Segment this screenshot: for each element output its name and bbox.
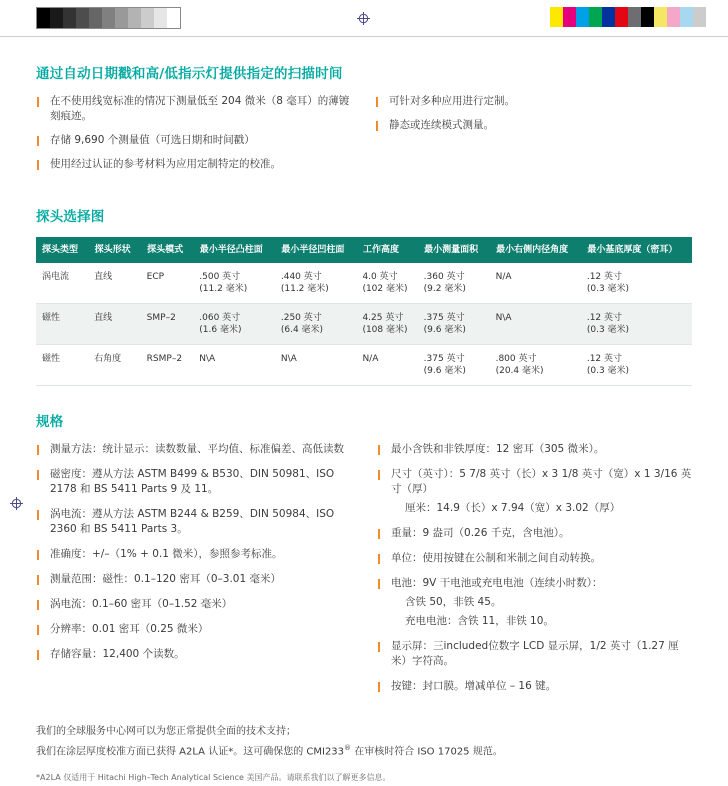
spec-item: 涡电流：0.1–60 密耳（0–1.52 毫米） xyxy=(36,597,351,612)
table-cell: RSMP–2 xyxy=(141,345,194,386)
color-swatch xyxy=(550,7,563,27)
gray-swatch xyxy=(102,8,115,28)
color-swatch xyxy=(589,7,602,27)
spec-item: 涡电流：遵从方法 ASTM B244 & B259、DIN 50984、ISO 2360 和 BS 5411 Parts 3。 xyxy=(36,507,351,537)
spec-item: 单位：使用按键在公制和米制之间自动转换。 xyxy=(377,551,692,566)
gray-swatch xyxy=(128,8,141,28)
probe-table-body xyxy=(36,263,692,386)
table-cell: .360 英寸 (9.2 毫米) xyxy=(418,263,490,304)
table-cell: .440 英寸 (11.2 毫米) xyxy=(275,263,357,304)
color-calibration-strip xyxy=(550,7,706,27)
gray-swatch xyxy=(167,8,180,28)
spec-item: 显示屏：三included位数字 LCD 显示屏，1/2 英寸（1.27 厘米）字符高。 xyxy=(377,639,692,669)
list-item: 存储 9,690 个测量值（可选日期和时间戳） xyxy=(36,133,353,148)
gray-swatch xyxy=(76,8,89,28)
footer-line-2-b: 在审核时符合 ISO 17025 规范。 xyxy=(351,746,503,758)
color-swatch xyxy=(576,7,589,27)
feature-bullets-left xyxy=(36,94,353,181)
spec-item: 测量方法：统计显示：读数数量、平均值、标准偏差、高低读数 xyxy=(36,442,351,457)
color-swatch xyxy=(602,7,615,27)
spec-item: 准确度：+/–（1% + 0.1 微米），参照参考标准。 xyxy=(36,547,351,562)
table-header-cell: 最小半径凹柱面 xyxy=(275,237,357,263)
list-item: 在不使用线宽标准的情况下测量低至 204 微米（8 毫耳）的薄镀刻痕迹。 xyxy=(36,94,353,124)
table-header-cell: 探头模式 xyxy=(141,237,194,263)
probe-selection-table xyxy=(36,237,692,386)
color-swatch xyxy=(563,7,576,27)
footer-note: *A2LA 仅适用于 Hitachi High–Tech Analytical Science 美国产品。请联系我们以了解更多信息。 xyxy=(36,773,391,783)
spec-item: 存储容量：12,400 个读数。 xyxy=(36,647,351,662)
section-title-scan-time: 通过自动日期戳和高/低指示灯提供指定的扫描时间 xyxy=(36,66,343,82)
table-row xyxy=(36,345,692,386)
spec-item: 分辨率：0.01 密耳（0.25 微米） xyxy=(36,622,351,637)
header-divider xyxy=(0,36,728,37)
table-cell: .800 英寸 (20.4 毫米) xyxy=(490,345,581,386)
table-cell: N/A xyxy=(490,263,581,304)
table-cell: 磁性 xyxy=(36,345,88,386)
color-swatch xyxy=(641,7,654,27)
gray-swatch xyxy=(37,8,50,28)
spec-item: 厘米：14.9（长）x 7.94（宽）x 3.02（厚） xyxy=(405,502,621,514)
document-page xyxy=(0,62,728,786)
spec-item: 尺寸（英寸）：5 7/8 英寸（长）x 3 1/8 英寸（宽）x 1 3/16 英寸（厚） xyxy=(377,467,692,497)
table-header-cell: 探头类型 xyxy=(36,237,88,263)
table-header-cell: 最小基底厚度（密耳） xyxy=(581,237,692,263)
table-cell: 直线 xyxy=(88,263,141,304)
grayscale-calibration-strip xyxy=(36,7,181,29)
table-header-cell: 最小半径凸柱面 xyxy=(193,237,275,263)
table-cell: 4.0 英寸 (102 毫米) xyxy=(356,263,417,304)
table-cell: N\A xyxy=(193,345,275,386)
table-row xyxy=(36,304,692,345)
specifications-right xyxy=(377,442,692,704)
table-cell: .060 英寸 (1.6 毫米) xyxy=(193,304,275,345)
color-swatch xyxy=(628,7,641,27)
table-cell: .12 英寸 (0.3 毫米) xyxy=(581,263,692,304)
gray-swatch xyxy=(115,8,128,28)
feature-bullets-right xyxy=(375,94,692,181)
specifications-columns xyxy=(36,442,692,704)
specifications-list-right xyxy=(377,442,692,694)
table-cell: N\A xyxy=(490,304,581,345)
spec-item: 电池：9V 干电池或充电电池（连续小时数）： xyxy=(377,576,692,591)
feature-list-right xyxy=(375,94,692,133)
table-header-cell: 工作高度 xyxy=(356,237,417,263)
table-cell: N/A xyxy=(356,345,417,386)
table-cell: 磁性 xyxy=(36,304,88,345)
color-swatch xyxy=(693,7,706,27)
table-cell: 4.25 英寸 (108 毫米) xyxy=(356,304,417,345)
section-title-probe-chart: 探头选择图 xyxy=(36,209,105,225)
table-cell: .375 英寸 (9.6 毫米) xyxy=(418,304,490,345)
print-registration-bar xyxy=(0,0,728,36)
spec-item: 重量：9 盎司（0.26 千克，含电池）。 xyxy=(377,526,692,541)
table-header-cell: 最小测量面积 xyxy=(418,237,490,263)
table-cell: .500 英寸 (11.2 毫米) xyxy=(193,263,275,304)
table-header-cell: 最小右侧内径角度 xyxy=(490,237,581,263)
gray-swatch xyxy=(89,8,102,28)
table-cell: ECP xyxy=(141,263,194,304)
spec-item: 按键：封口膜。增减单位 – 16 键。 xyxy=(377,679,692,694)
table-cell: .375 英寸 (9.6 毫米) xyxy=(418,345,490,386)
spec-item: 充电电池：含铁 11，非铁 10。 xyxy=(405,615,554,627)
table-header-cell: 探头形状 xyxy=(88,237,141,263)
list-item: 静态或连续模式测量。 xyxy=(375,118,692,133)
footer-line-2 xyxy=(36,740,692,760)
footer-registered-mark: ® xyxy=(344,744,352,752)
table-cell: .12 英寸 (0.3 毫米) xyxy=(581,304,692,345)
gray-swatch xyxy=(154,8,167,28)
spec-item: 测量范围：磁性：0.1–120 密耳（0–3.01 毫米） xyxy=(36,572,351,587)
table-cell: 右角度 xyxy=(88,345,141,386)
color-swatch xyxy=(615,7,628,27)
spec-item: 磁密度：遵从方法 ASTM B499 & B530、DIN 50981、ISO 2178 和 BS 5411 Parts 9 及 11。 xyxy=(36,467,351,497)
table-cell: 直线 xyxy=(88,304,141,345)
footer-line-1: 我们的全球服务中心网可以为您正常提供全面的技术支持； xyxy=(36,726,296,737)
table-cell: 涡电流 xyxy=(36,263,88,304)
footer-line-2-a: 我们在涂层厚度校准方面已获得 A2LA 认证*。这可确保您的 CMI233 xyxy=(36,746,345,758)
list-item: 使用经过认证的参考材料为应用定制特定的校准。 xyxy=(36,157,353,172)
section-title-specifications: 规格 xyxy=(36,414,64,430)
color-swatch xyxy=(654,7,667,27)
registration-crosshair-icon xyxy=(357,12,370,25)
gray-swatch xyxy=(63,8,76,28)
probe-table-head xyxy=(36,237,692,263)
feature-list-left xyxy=(36,94,353,172)
probe-table-header-row xyxy=(36,237,692,263)
spec-item: 最小含铁和非铁厚度：12 密耳（305 微米）。 xyxy=(377,442,692,457)
gray-swatch xyxy=(141,8,154,28)
specifications-left xyxy=(36,442,351,704)
table-cell: N\A xyxy=(275,345,357,386)
color-swatch xyxy=(667,7,680,27)
specifications-list-left xyxy=(36,442,351,662)
table-cell: .12 英寸 (0.3 毫米) xyxy=(581,345,692,386)
registration-crosshair-left-icon xyxy=(10,495,23,508)
table-cell: .250 英寸 (6.4 毫米) xyxy=(275,304,357,345)
gray-swatch xyxy=(50,8,63,28)
feature-bullets xyxy=(36,94,692,181)
table-row xyxy=(36,263,692,304)
spec-item: 含铁 50，非铁 45。 xyxy=(405,596,502,608)
footer-support-text xyxy=(36,724,692,786)
list-item: 可针对多种应用进行定制。 xyxy=(375,94,692,109)
table-cell: SMP–2 xyxy=(141,304,194,345)
color-swatch xyxy=(680,7,693,27)
